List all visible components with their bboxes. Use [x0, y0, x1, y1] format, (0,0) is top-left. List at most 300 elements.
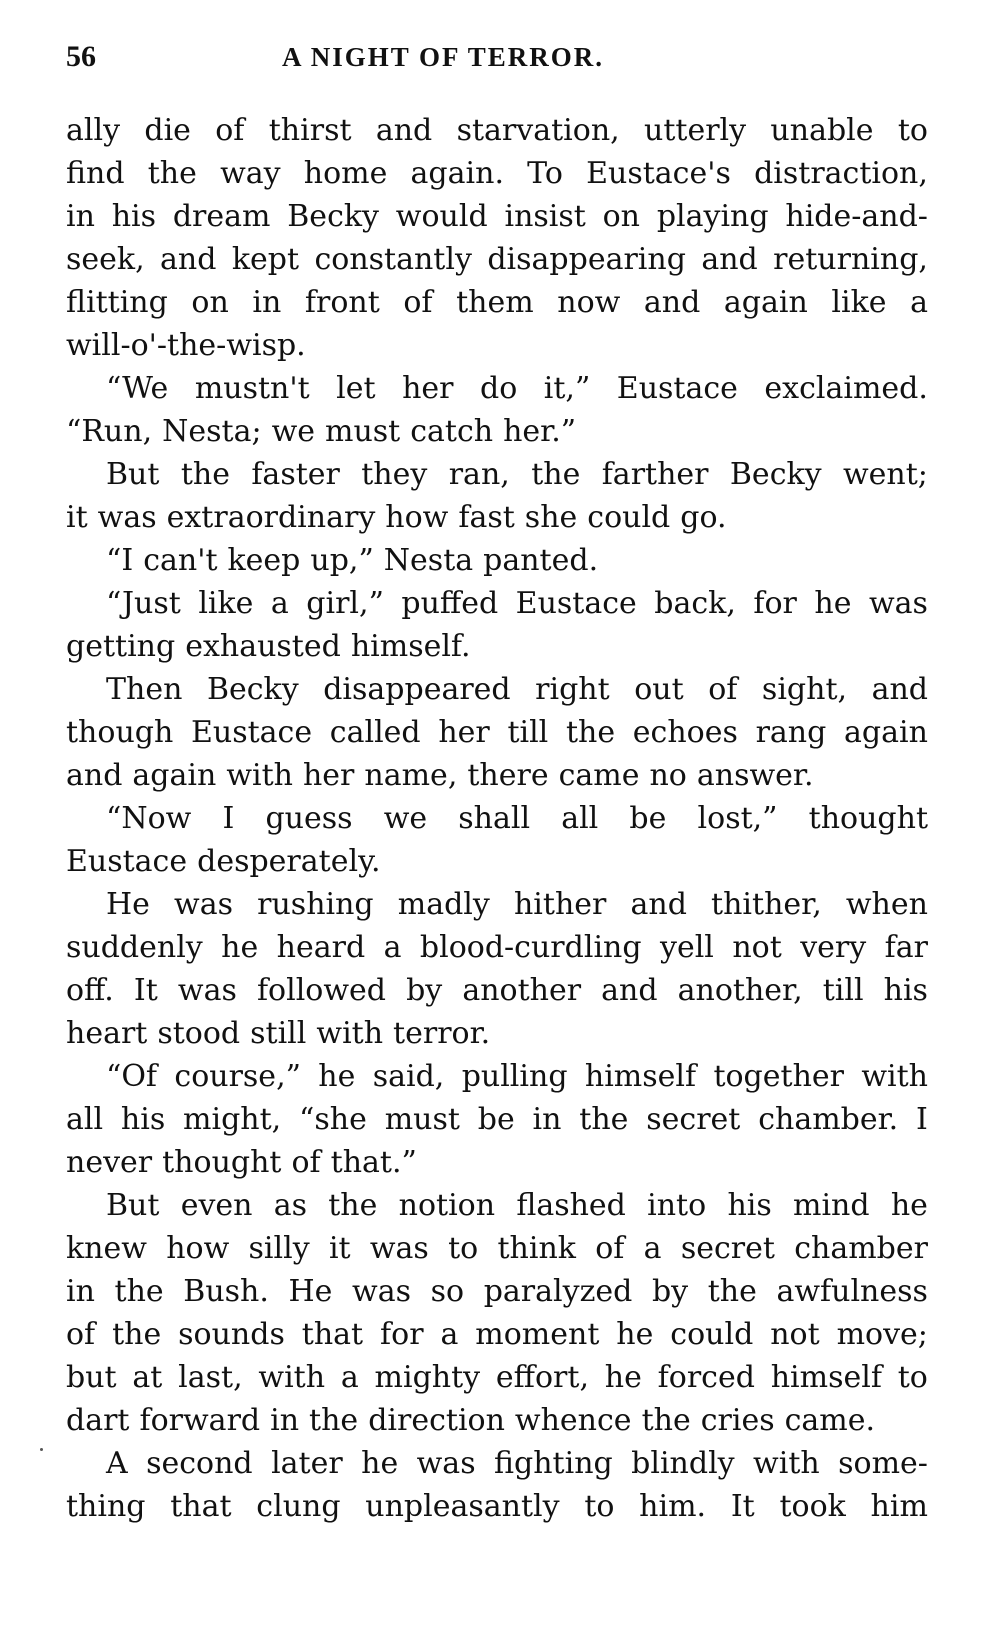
text-line [66, 496, 928, 539]
word: of [708, 672, 738, 707]
word: and [160, 242, 217, 277]
word: on [191, 285, 229, 320]
word: But [106, 457, 160, 492]
word: echoes [632, 715, 738, 750]
word: him [870, 1489, 928, 1524]
word: all [561, 801, 599, 836]
word: To [527, 156, 563, 191]
word: constantly [314, 242, 472, 277]
word: Then [106, 672, 183, 707]
word: again. [410, 156, 504, 191]
word: now [557, 285, 621, 320]
word: off. [66, 973, 114, 1008]
word: He [106, 887, 150, 922]
text-line [66, 1356, 928, 1399]
word: the [531, 457, 581, 492]
word: A [106, 1446, 128, 1481]
text-line [66, 625, 928, 668]
word: knew [66, 1231, 147, 1266]
text-line [66, 1055, 928, 1098]
word: Eustace's [586, 156, 731, 191]
word: for [380, 1317, 424, 1352]
word: the [114, 1274, 164, 1309]
word: direction [368, 1403, 505, 1438]
word: not [732, 930, 782, 965]
word: she [524, 500, 578, 535]
word: keep [227, 543, 301, 578]
word: of [291, 1145, 321, 1180]
word: in [532, 1102, 562, 1137]
word: answer. [696, 758, 814, 793]
word: right [535, 672, 610, 707]
word: “Of [106, 1059, 158, 1094]
word: his [120, 1102, 166, 1137]
word: awfulness [776, 1274, 928, 1309]
text-line [66, 754, 928, 797]
word: her [402, 371, 454, 406]
word: all [66, 1102, 104, 1137]
word: in [252, 285, 282, 320]
word: exhausted [185, 629, 341, 664]
word: he [361, 1446, 399, 1481]
word: like [198, 586, 254, 621]
word: flashed [516, 1188, 626, 1223]
word: was [352, 1274, 412, 1309]
word: the [112, 1317, 162, 1352]
word: “We [106, 371, 169, 406]
word: that [301, 1317, 364, 1352]
word: when [845, 887, 928, 922]
ink-speck [40, 1448, 43, 1451]
word: exclaimed. [764, 371, 928, 406]
word: that.” [330, 1145, 417, 1180]
word: and [375, 113, 433, 148]
word: with [861, 1059, 928, 1094]
text-line [66, 1098, 928, 1141]
word: he [221, 930, 259, 965]
word: far [884, 930, 928, 965]
word: together [713, 1059, 844, 1094]
word: could [587, 500, 671, 535]
word: But [106, 1188, 160, 1223]
word: that [170, 1489, 232, 1524]
word: even [180, 1188, 253, 1223]
word: for [753, 586, 797, 621]
text-line [66, 281, 928, 324]
word: was [174, 887, 234, 922]
word: thought [162, 1145, 282, 1180]
word: himself. [350, 629, 471, 664]
text-line [66, 969, 928, 1012]
text-line [66, 1485, 928, 1528]
word: we [271, 414, 315, 449]
word: it [328, 1231, 351, 1266]
word: Becky [729, 457, 822, 492]
word: he [616, 1317, 654, 1352]
word: on [602, 199, 641, 234]
word: “I [106, 543, 134, 578]
text-line [66, 711, 928, 754]
word: her.” [503, 414, 577, 449]
word: playing [656, 199, 769, 234]
word: again [844, 715, 928, 750]
word: kept [231, 242, 300, 277]
word: went; [843, 457, 928, 492]
word: he [318, 1059, 356, 1094]
word: returning, [773, 242, 928, 277]
word: the [641, 1403, 691, 1438]
word: and [601, 973, 658, 1008]
word: and [630, 887, 687, 922]
word: extraordinary [166, 500, 376, 535]
text-line [66, 1270, 928, 1313]
word: think [497, 1231, 576, 1266]
word: rushing [257, 887, 374, 922]
word: came [558, 758, 640, 793]
word: at [132, 1360, 163, 1395]
word: a [440, 1317, 459, 1352]
word: thing [66, 1489, 146, 1524]
word: might, [183, 1102, 282, 1137]
word: faster [251, 457, 340, 492]
running-title: A NIGHT OF TERROR. [282, 42, 605, 72]
word: in [270, 1403, 300, 1438]
word: was [97, 500, 157, 535]
word: stood [157, 1016, 241, 1051]
word: mind [793, 1188, 870, 1223]
word: the [328, 1188, 378, 1223]
word: Becky [287, 199, 379, 234]
word: forced [657, 1360, 755, 1395]
word: some- [838, 1446, 928, 1481]
word: lost,” [697, 801, 778, 836]
word: thither, [711, 887, 822, 922]
word: die [144, 113, 191, 148]
word: the [147, 156, 197, 191]
word: he [604, 1360, 642, 1395]
word: will-o'-the-wisp. [66, 328, 306, 363]
word: suddenly [66, 930, 203, 965]
word: farther [601, 457, 709, 492]
text-line [66, 453, 928, 496]
word: He [288, 1274, 333, 1309]
word: not [770, 1317, 820, 1352]
word: said, [372, 1059, 445, 1094]
word: last, [178, 1360, 243, 1395]
word: panted. [483, 543, 599, 578]
word: home [303, 156, 388, 191]
word: forward [139, 1403, 261, 1438]
word: they [361, 457, 428, 492]
word: heart [66, 1016, 148, 1051]
text-line [66, 195, 928, 238]
word: be [629, 801, 667, 836]
word: was [369, 1231, 429, 1266]
word: never [66, 1145, 153, 1180]
word: his [727, 1188, 772, 1223]
text-line [66, 1399, 928, 1442]
word: there [467, 758, 549, 793]
word: hide-and- [785, 199, 928, 234]
word: course,” [174, 1059, 301, 1094]
word: cries [700, 1403, 775, 1438]
word: his [883, 973, 928, 1008]
word: secret [680, 1231, 775, 1266]
word: ran, [448, 457, 510, 492]
word: rang [755, 715, 827, 750]
word: way [220, 156, 281, 191]
word: getting [66, 629, 176, 664]
word: the [579, 1102, 629, 1137]
word: though [66, 715, 174, 750]
word: of [215, 113, 245, 148]
text-line [66, 668, 928, 711]
word: disappeared [323, 672, 511, 707]
word: the [707, 1274, 757, 1309]
text-line [66, 1227, 928, 1270]
word: Eustace [66, 844, 188, 879]
word: thirst [268, 113, 352, 148]
word: Becky [206, 672, 299, 707]
text-line [66, 883, 928, 926]
word: can't [143, 543, 218, 578]
word: heard [276, 930, 366, 965]
word: it [66, 500, 88, 535]
word: It [133, 973, 158, 1008]
word: shall [458, 801, 531, 836]
word: till [507, 715, 549, 750]
word: no [649, 758, 687, 793]
word: paralyzed [483, 1274, 633, 1309]
word: let [336, 371, 376, 406]
word: by [651, 1274, 689, 1309]
word: his [111, 199, 157, 234]
text-line [66, 797, 928, 840]
word: sounds [178, 1317, 285, 1352]
word: back, [654, 586, 736, 621]
word: blood-curdling [419, 930, 642, 965]
page-header [66, 40, 928, 80]
text-line [66, 109, 928, 152]
word: seek, [66, 242, 145, 277]
word: called [329, 715, 421, 750]
word: out [634, 672, 684, 707]
word: fighting [494, 1446, 613, 1481]
word: distraction, [754, 156, 928, 191]
word: starvation, [456, 113, 620, 148]
word: would [395, 199, 488, 234]
word: later [271, 1446, 343, 1481]
word: how [166, 1231, 230, 1266]
word: very [800, 930, 867, 965]
word: whence [514, 1403, 632, 1438]
text-line [66, 367, 928, 410]
word: with [316, 1016, 384, 1051]
word: flitting [66, 285, 168, 320]
text-line [66, 1012, 928, 1055]
word: dart [66, 1403, 130, 1438]
word: notion [398, 1188, 496, 1223]
word: like [831, 285, 887, 320]
word: go. [680, 500, 727, 535]
word: into [647, 1188, 707, 1223]
word: to [584, 1489, 615, 1524]
word: so [430, 1274, 465, 1309]
word: and [643, 285, 701, 320]
word: I [916, 1102, 928, 1137]
word: followed [256, 973, 387, 1008]
word: but [66, 1360, 117, 1395]
word: was [416, 1446, 476, 1481]
word: still [250, 1016, 307, 1051]
text-line [66, 238, 928, 281]
text-line [66, 840, 928, 883]
word: secret [646, 1102, 741, 1137]
word: to [448, 1231, 479, 1266]
word: chamber. [758, 1102, 899, 1137]
text-line [66, 1313, 928, 1356]
word: puffed [401, 586, 499, 621]
word: to [897, 113, 928, 148]
word: a [383, 930, 402, 965]
text-line [66, 926, 928, 969]
word: moment [475, 1317, 600, 1352]
word: Nesta [383, 543, 474, 578]
word: unpleasantly [365, 1489, 560, 1524]
word: do [480, 371, 518, 406]
word: “Just [106, 586, 181, 621]
word: another [462, 973, 582, 1008]
page-number: 56 [66, 40, 96, 73]
word: find [66, 156, 125, 191]
word: sight, [761, 672, 848, 707]
word: the [309, 1403, 359, 1438]
word: himself [770, 1360, 882, 1395]
word: must [384, 1102, 460, 1137]
word: clung [256, 1489, 341, 1524]
word: fast [458, 500, 515, 535]
word: mustn't [194, 371, 310, 406]
word: with [258, 1360, 326, 1395]
word: Bush. [183, 1274, 269, 1309]
word: front [304, 285, 380, 320]
word: by [406, 973, 443, 1008]
word: and [701, 242, 758, 277]
word: him. [639, 1489, 707, 1524]
word: a [643, 1231, 662, 1266]
word: till [822, 973, 864, 1008]
word: It [730, 1489, 755, 1524]
word: girl,” [306, 586, 384, 621]
word: guess [265, 801, 353, 836]
word: we [383, 801, 428, 836]
word: her [438, 715, 490, 750]
word: again [132, 758, 217, 793]
word: them [456, 285, 534, 320]
word: move; [836, 1317, 928, 1352]
word: came. [784, 1403, 876, 1438]
word: utterly [644, 113, 747, 148]
word: name, [364, 758, 458, 793]
word: unable [770, 113, 874, 148]
word: in [66, 1274, 95, 1309]
word: madly [397, 887, 490, 922]
text-line [66, 582, 928, 625]
word: a [340, 1360, 359, 1395]
word: “Now [106, 801, 192, 836]
word: ally [66, 113, 121, 148]
word: insist [504, 199, 586, 234]
word: of [595, 1231, 625, 1266]
text-line [66, 410, 928, 453]
word: up,” [310, 543, 374, 578]
word: himself [584, 1059, 697, 1094]
word: chamber [794, 1231, 928, 1266]
word: to [897, 1360, 928, 1395]
word: a [270, 586, 289, 621]
word: with [226, 758, 293, 793]
word: of [403, 285, 433, 320]
word: it,” [543, 371, 591, 406]
word: how [385, 500, 449, 535]
word: effort, [495, 1360, 589, 1395]
word: the [180, 457, 230, 492]
word: desperately. [197, 844, 381, 879]
word: mighty [374, 1360, 481, 1395]
word: terror. [393, 1016, 491, 1051]
word: again [723, 285, 808, 320]
word: of [66, 1317, 96, 1352]
text-line [66, 1184, 928, 1227]
word: the [565, 715, 616, 750]
word: he [890, 1188, 928, 1223]
word: catch [410, 414, 494, 449]
word: was [177, 973, 237, 1008]
word: second [146, 1446, 253, 1481]
word: dream [172, 199, 271, 234]
word: took [779, 1489, 846, 1524]
word: Eustace [190, 715, 313, 750]
text-line [66, 1442, 928, 1485]
word: yell [660, 930, 714, 965]
word: a [910, 285, 928, 320]
word: and [66, 758, 123, 793]
text-line [66, 152, 928, 195]
body-text [66, 109, 928, 1528]
word: hither [513, 887, 607, 922]
text-line [66, 1141, 928, 1184]
word: her [302, 758, 355, 793]
word: as [273, 1188, 307, 1223]
word: thought [808, 801, 928, 836]
word: and [871, 672, 928, 707]
word: pulling [461, 1059, 568, 1094]
word: was [868, 586, 928, 621]
word: be [477, 1102, 515, 1137]
word: in [66, 199, 95, 234]
text-line [66, 539, 928, 582]
word: silly [248, 1231, 310, 1266]
word: another, [677, 973, 803, 1008]
word: Eustace [515, 586, 637, 621]
word: disappearing [487, 242, 686, 277]
word: with [753, 1446, 820, 1481]
word: blindly [631, 1446, 735, 1481]
text-line [66, 324, 928, 367]
word: must [325, 414, 401, 449]
word: “Run, [66, 414, 153, 449]
word: could [670, 1317, 754, 1352]
